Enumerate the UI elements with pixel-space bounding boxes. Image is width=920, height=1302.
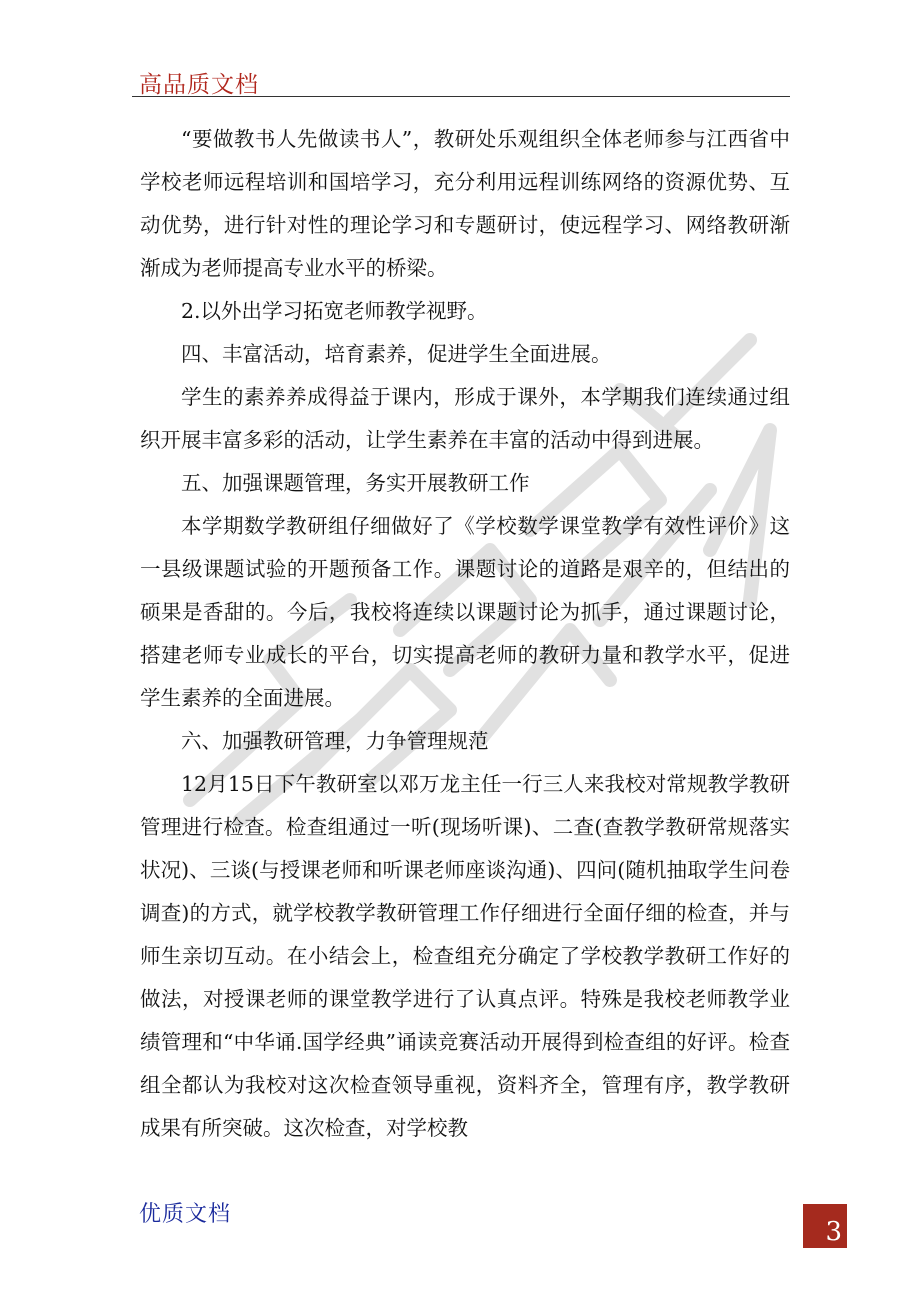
header-title: 高品质文档 (139, 72, 259, 98)
paragraph: 12月15日下午教研室以邓万龙主任一行三人来我校对常规教学教研管理进行检查。检查组通过一听(现场听课)、二查(查教学教研常规落实状况)、三谈(与授课老师和听课老师座谈沟通)、四问(随机抽取学生问卷调查)的方式，就学校教学教研管理工作仔细进行全面仔细的检查，并与师生亲切互动。在小结会上，检查组充分确定了学校教学教研工作好的做法，对授课老师的课堂教学进行了认真点评。特殊是我校老师教学业绩管理和“中华诵.国学经典”诵读竞赛活动开展得到检查组的好评。检查组全都认为我校对这次检查领导重视，资料齐全，管理有序，教学教研成果有所突破。这次检查，对学校教 (140, 772, 790, 1140)
footer-title: 优质文档 (139, 1202, 232, 1227)
paragraph: 学生的素养养成得益于课内，形成于课外，本学期我们连续通过组织开展丰富多彩的活动，让学生素养在丰富的活动中得到进展。 (140, 385, 790, 452)
paragraph: 2.以外出学习拓宽老师教学视野。 (181, 299, 488, 323)
section-heading: 五、加强课题管理，务实开展教研工作 (181, 471, 530, 495)
document-body (140, 118, 790, 1150)
paragraph: 本学期数学教研组仔细做好了《学校数学课堂教学有效性评价》这一县级课题试验的开题预备工作。课题讨论的道路是艰辛的，但结出的硕果是香甜的。今后，我校将连续以课题讨论为抓手，通过课题讨论，搭建老师专业成长的平台，切实提高老师的教研力量和教学水平，促进学生素养的全面进展。 (140, 514, 790, 710)
paragraph: “要做教书人先做读书人”，教研处乐观组织全体老师参与江西省中学校老师远程培训和国培学习，充分利用远程训练网络的资源优势、互动优势，进行针对性的理论学习和专题研讨，使远程学习、网络教研渐渐成为老师提高专业水平的桥梁。 (140, 127, 790, 280)
header-divider (132, 96, 790, 97)
page-number-badge (803, 1204, 847, 1248)
section-heading: 六、加强教研管理，力争管理规范 (181, 729, 489, 753)
page-number: 3 (825, 1217, 842, 1247)
section-heading: 四、丰富活动，培育素养，促进学生全面进展。 (181, 342, 612, 366)
